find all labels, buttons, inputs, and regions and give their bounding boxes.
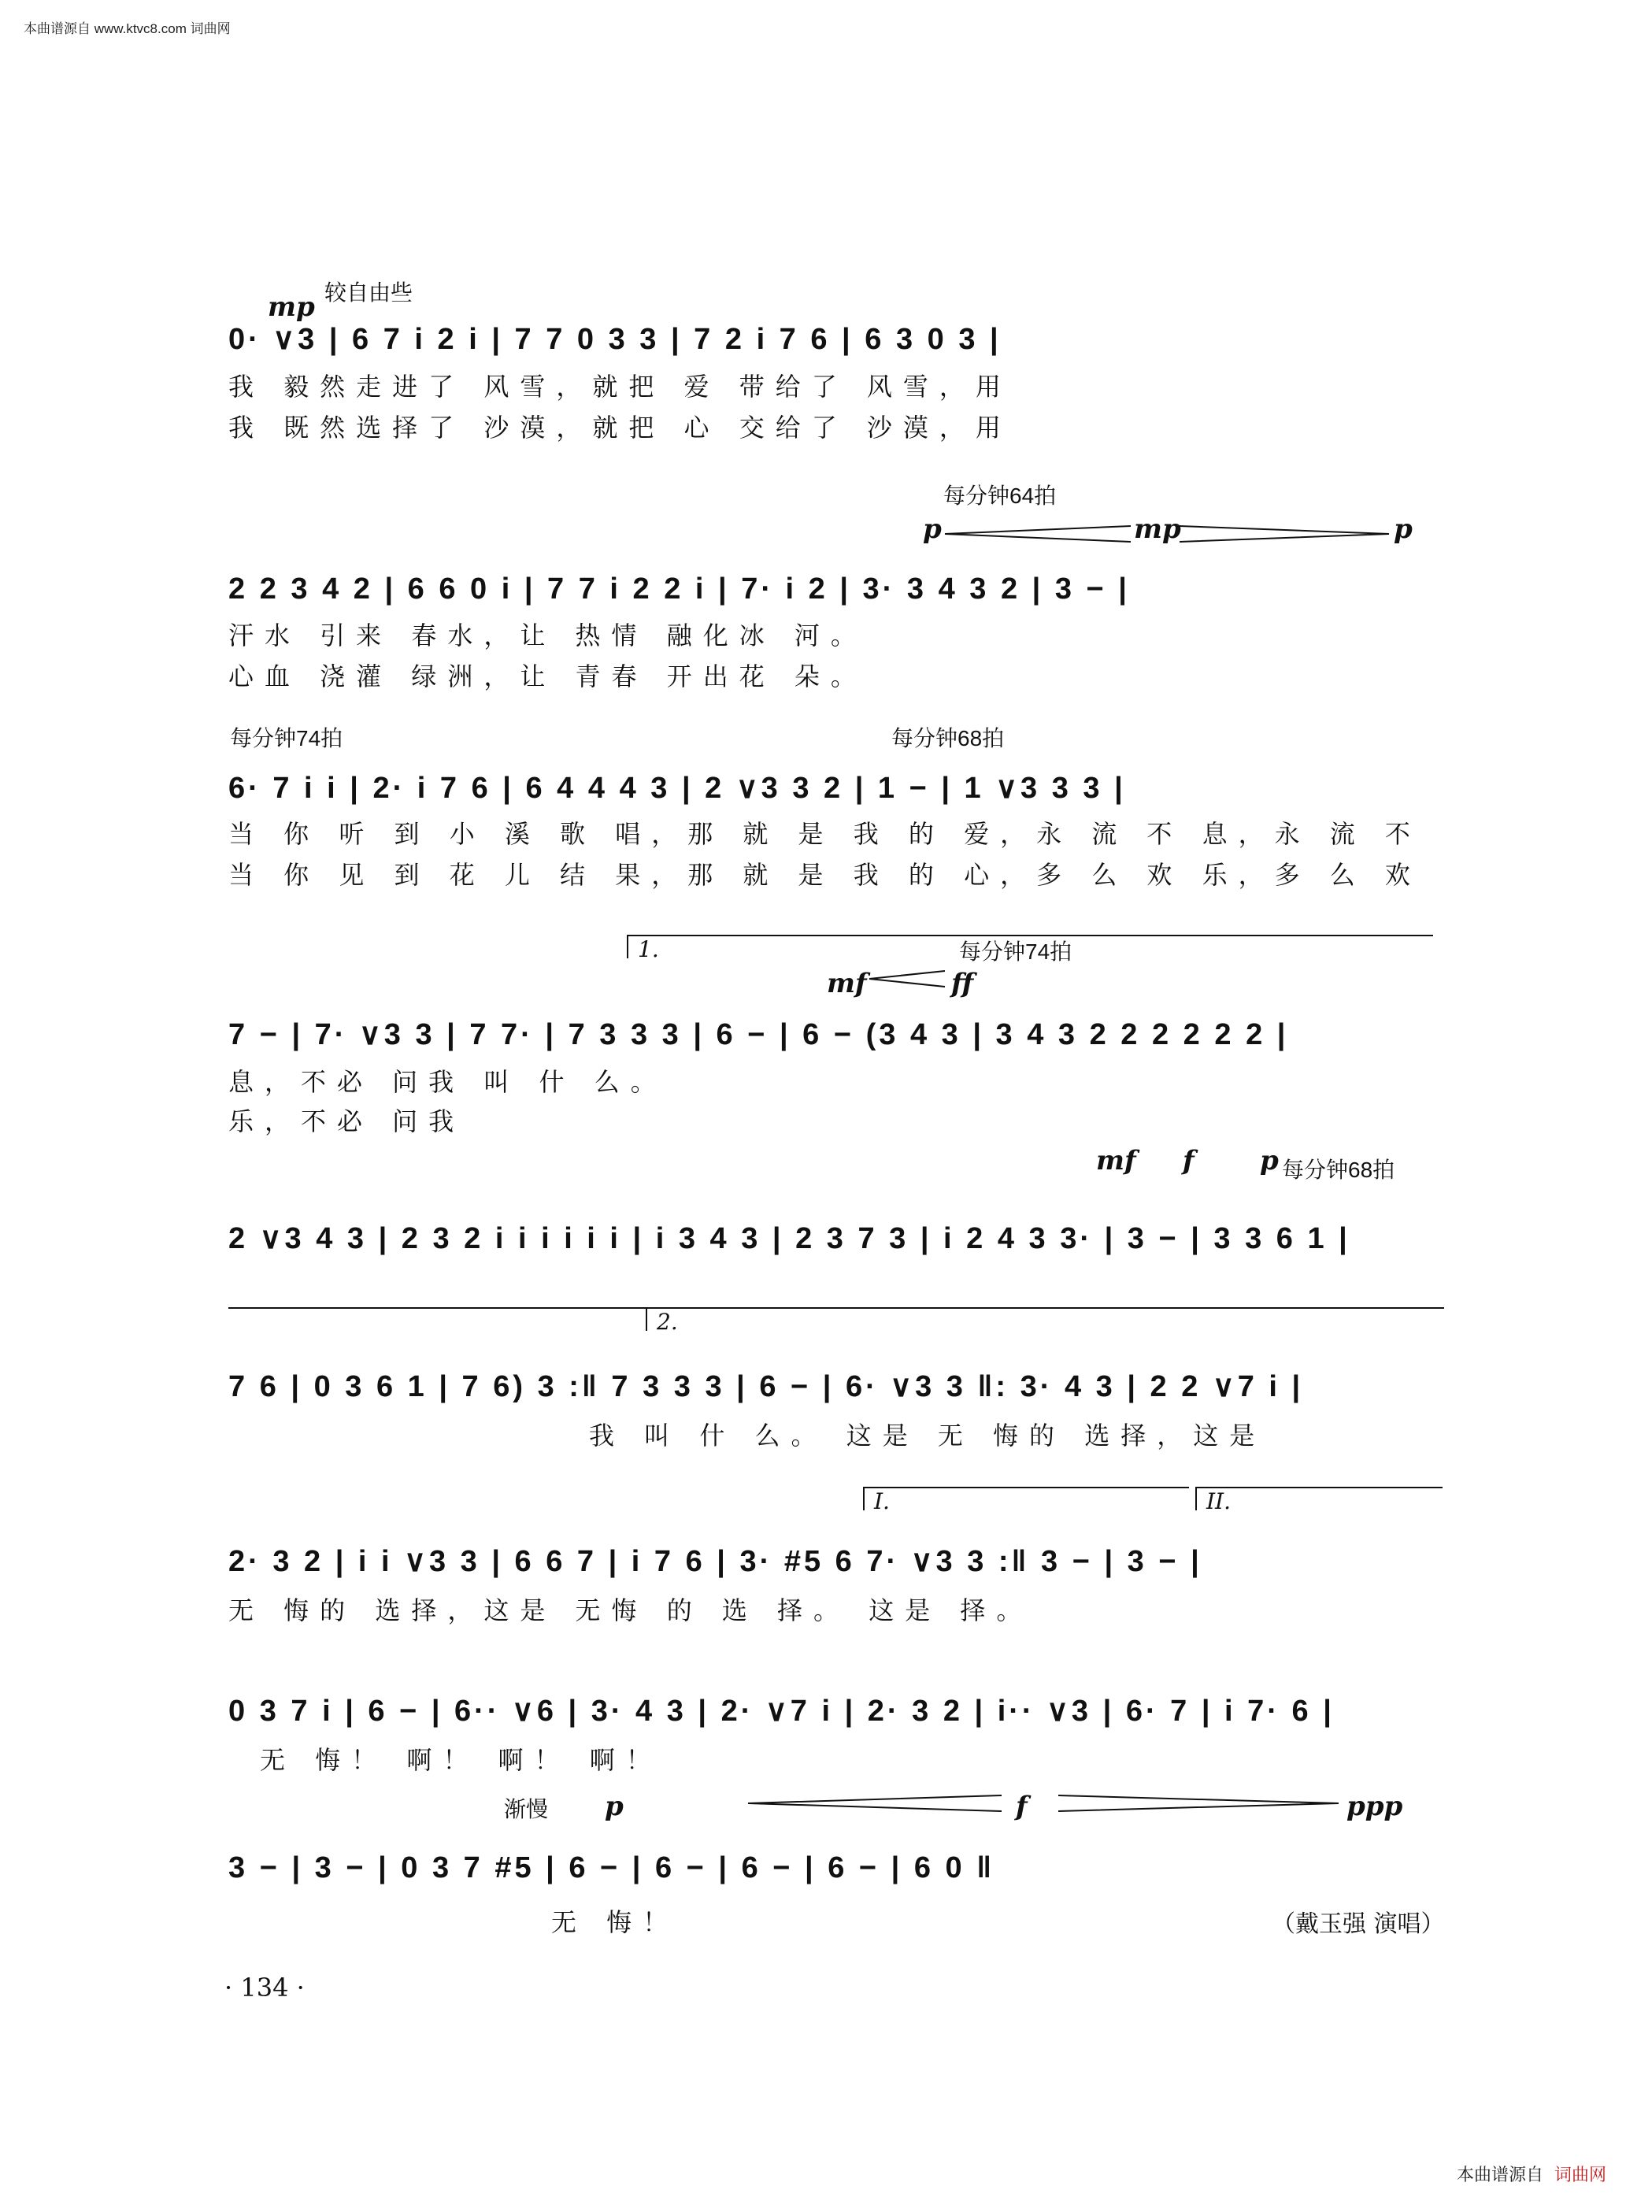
lyrics-verse-1: 当 你 听 到 小 溪 歌 唱，那 就 是 我 的 爱，永 流 不 息，永 流 不 [228, 819, 1421, 849]
crescendo-hairpin [745, 1794, 1005, 1813]
tempo-marking: 每分钟68拍 [1282, 1158, 1395, 1182]
footer-brand[interactable]: 词曲网 [1554, 2165, 1606, 2184]
lyrics-verse-2: 当 你 见 到 花 儿 结 果，那 就 是 我 的 心，多 么 欢 乐，多 么 欢 [228, 860, 1421, 890]
dynamic-marking: ff [951, 968, 974, 999]
dynamic-marking: f [1183, 1145, 1195, 1176]
notation-line: 7 − | 7· ∨3 3 | 7 7· | 7 3 3 3 | 6 − | 6 − (3 4 3 | 3 4 3 2 2 2 2 2 2 | [228, 1017, 1289, 1051]
second-ending-bracket: II. [1195, 1487, 1443, 1510]
lyrics-verse-1: 无 悔！ 啊！ 啊！ 啊！ [260, 1745, 662, 1775]
lyrics-verse-1: 汗水 引来 春水，让 热情 融化冰 河。 [228, 621, 867, 650]
first-ending-bracket: 1. [627, 935, 1433, 958]
notation-line: 2 2 3 4 2 | 6 6 0 i | 7 7 i 2 2 i | 7· i 2 | 3· 3 4 3 2 | 3 − | [228, 572, 1130, 606]
tempo-marking: 每分钟74拍 [230, 726, 343, 750]
left-watermark-strip [2, 31, 13, 2189]
tempo-marking: 较自由些 [324, 280, 413, 305]
ending-line [228, 1307, 646, 1309]
footer-source-label: 本曲谱源自 [1456, 2165, 1543, 2184]
lyrics-verse-2: 乐，不必 问我 [228, 1106, 465, 1136]
notation-line: 3 − | 3 − | 0 3 7 #5 | 6 − | 6 − | 6 − | 6 − | 6 0 ‖ [228, 1851, 995, 1884]
crescendo-hairpin [942, 524, 1135, 543]
dynamic-marking: p [605, 1791, 624, 1822]
dynamic-marking: f [1016, 1791, 1028, 1822]
lyrics-verse-1: 我 叫 什 么。 这是 无 悔的 选择，这是 [589, 1421, 1266, 1451]
footer-source [1457, 2162, 1606, 2186]
tempo-marking: 渐慢 [504, 1797, 549, 1821]
notation-line: 2 ∨3 4 3 | 2 3 2 i i i i i i | i 3 4 3 | 2 3 7 3 | i 2 4 3 3· | 3 − | 3 3 6 1 | [228, 1221, 1350, 1255]
header-source: 本曲谱源自 www.ktvc8.com 词曲网 [24, 21, 231, 36]
notation-line: 0· ∨3 | 6 7 i 2 i | 7 7 0 3 3 | 7 2 i 7 6 | 6 3 0 3 | [228, 322, 1002, 356]
dynamic-marking: mf [827, 968, 867, 999]
notation-line: 2· 3 2 | i i ∨3 3 | 6 6 7 | i 7 6 | 3· #5 6 7· ∨3 3 :‖ 3 − | 3 − | [228, 1544, 1202, 1578]
notation-line: 0 3 7 i | 6 − | 6·· ∨6 | 3· 4 3 | 2· ∨7 i | 2· 3 2 | i·· ∨3 | 6· 7 | i 7· 6 | [228, 1694, 1335, 1728]
tempo-marking: 每分钟68拍 [891, 726, 1005, 750]
dynamic-marking: p [1260, 1145, 1279, 1176]
lyrics-verse-1: 无 悔的 选择，这是 无悔 的 选 择。 这是 择。 [228, 1595, 1033, 1625]
page-number: · 134 · [224, 1973, 305, 2003]
dynamic-marking: p [1394, 513, 1413, 545]
decrescendo-hairpin [1176, 524, 1392, 543]
lyrics-verse-1: 息，不必 问我 叫 什 么。 [228, 1067, 667, 1097]
decrescendo-hairpin [1055, 1794, 1342, 1813]
tempo-marking: 每分钟64拍 [943, 484, 1057, 508]
tempo-marking: 每分钟74拍 [959, 939, 1072, 964]
dynamic-marking: p [923, 513, 942, 545]
second-ending-bracket: 2. [646, 1307, 1444, 1331]
performer-credit: （戴玉强 演唱） [1272, 1910, 1445, 1938]
lyrics-verse-1: 我 毅然走进了 风雪，就把 爱 带给了 风雪，用 [228, 372, 1012, 402]
dynamic-marking: ppp [1346, 1791, 1403, 1822]
lyrics-verse-1: 无 悔！ [551, 1907, 680, 1937]
lyrics-verse-2: 心血 浇灌 绿洲，让 青春 开出花 朵。 [228, 661, 867, 691]
dynamic-marking: mf [1096, 1145, 1136, 1176]
notation-line: 7 6 | 0 3 6 1 | 7 6) 3 :‖ 7 3 3 3 | 6 − | 6· ∨3 3 ‖: 3· 4 3 | 2 2 ∨7 i | [228, 1369, 1304, 1403]
first-ending-bracket: I. [863, 1487, 1189, 1510]
dynamic-marking: mp [268, 291, 315, 323]
notation-line: 6· 7 i i | 2· i 7 6 | 6 4 4 4 3 | 2 ∨3 3 2 | 1 − | 1 ∨3 3 3 | [228, 771, 1126, 805]
crescendo-hairpin [866, 969, 950, 988]
dynamic-marking: mp [1134, 513, 1181, 545]
lyrics-verse-2: 我 既然选择了 沙漠，就把 心 交给了 沙漠，用 [228, 413, 1012, 443]
right-watermark-strip [1639, 31, 1650, 2189]
